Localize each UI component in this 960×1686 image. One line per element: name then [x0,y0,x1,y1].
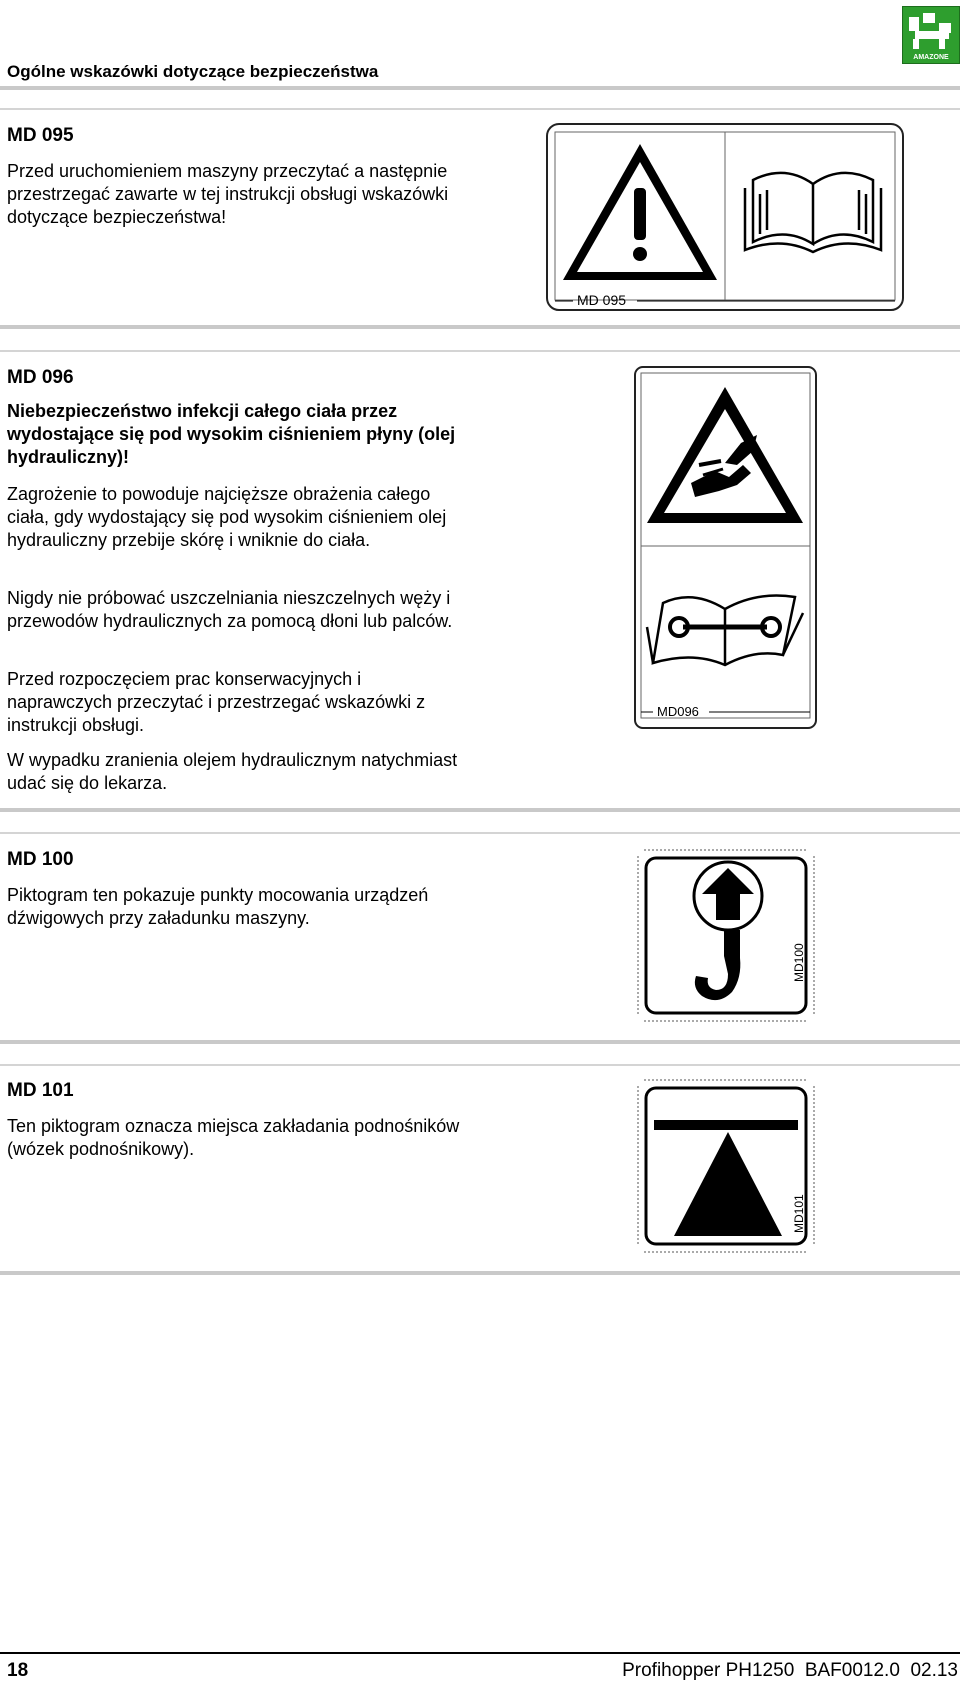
high-pressure-fluid-warning-icon [647,387,803,523]
footer-divider [0,1652,960,1654]
section-divider [0,1040,960,1044]
md096-sign [633,365,818,730]
md096-injury-text: W wypadku zranienia olejem hydraulicznym natychmiast udać się do lekarza. [7,750,458,793]
section-divider [0,350,960,352]
header-divider [0,86,960,90]
md100-sign-label: MD100 [792,943,806,982]
md096-maintenance-text: Przed rozpoczęciem prac konserwacyjnych i naprawczych przeczytać i przestrzegać wskazówki z instrukcji obsługi. [7,669,426,735]
section-title-md095: MD 095 [7,125,74,146]
md096-warning-text: Niebezpieczeństwo infekcji całego ciała przez wydostające się pod wysokim ciśnieniem płyny (olej hydrauliczny)! [7,401,456,467]
section-title-md100: MD 100 [7,849,74,870]
section-title-md101: MD 101 [7,1080,74,1101]
section-divider [0,1271,960,1275]
document-id: Profihopper PH1250 BAF0012.0 02.13 [622,1660,958,1681]
md101-text: Ten piktogram oznacza miejsca zakładania podnośników (wózek podnośnikowy). [7,1116,460,1159]
section-divider [0,808,960,812]
warning-triangle-icon [563,144,717,280]
md100-text: Piktogram ten pokazuje punkty mocowania urządzeń dźwigowych przy załadunku maszyny. [7,885,429,928]
section-title-md096: MD 096 [7,367,74,388]
md101-sign-label: MD101 [792,1194,806,1233]
book-wrench-icon [647,596,803,666]
page-number: 18 [7,1660,29,1681]
md095-sign-label: MD 095 [577,292,627,308]
section-divider [0,832,960,834]
amazone-logo [902,6,960,64]
lifting-hook-icon [694,862,762,1000]
section-divider [0,325,960,329]
open-book-icon [745,173,881,252]
md100-sign [636,848,816,1023]
md101-sign [636,1078,816,1254]
md095-sign [545,122,905,312]
page-header-title: Ogólne wskazówki dotyczące bezpieczeństwa [7,62,379,81]
md096-hazard-text: Zagrożenie to powoduje najcięższe obrażenia całego ciała, gdy wydostający się pod wysokim ciśnieniem olej hydrauliczny przebije skórę i wniknie do ciała. [7,484,447,550]
section-divider [0,108,960,110]
md096-sign-label: MD096 [657,704,699,719]
md095-text: Przed uruchomieniem maszyny przeczytać a następnie przestrzegać zawarte w tej instrukcji obsługi wskazówki dotyczące bezpieczeństwa! [7,161,449,227]
section-divider [0,1064,960,1066]
md096-avoid-text: Nigdy nie próbować uszczelniania nieszczelnych węży i przewodów hydraulicznych za pomocą dłoni lub palców. [7,588,453,631]
svg-text:AMAZONE: AMAZONE [913,54,949,61]
jack-point-icon [654,1120,798,1236]
